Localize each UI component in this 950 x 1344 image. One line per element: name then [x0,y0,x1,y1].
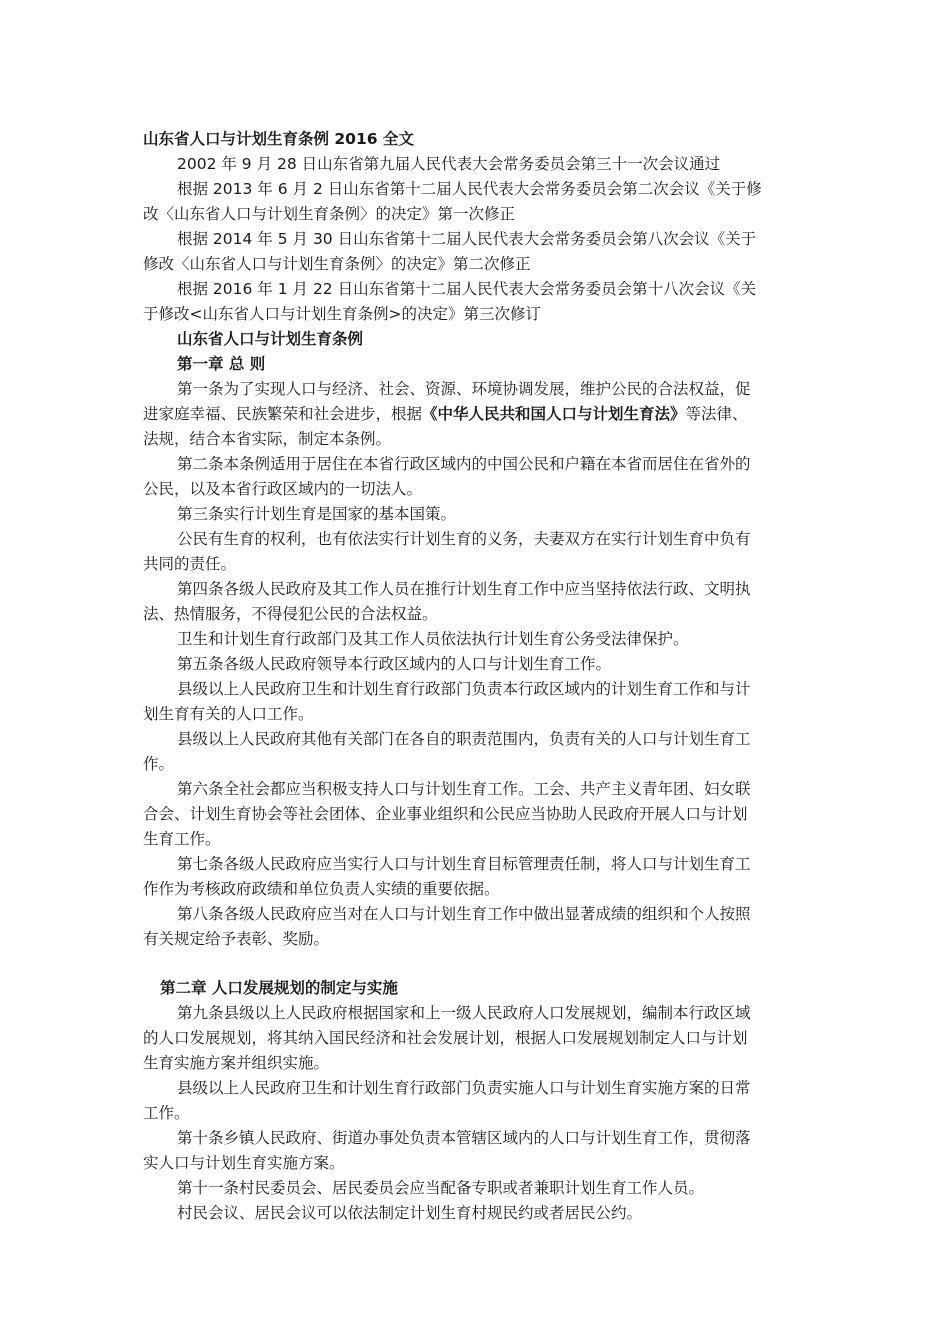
article-line: 第五条各级人民政府领导本行政区域内的人口与计划生育工作。 [177,655,612,673]
section-spacer [143,952,805,976]
article-line: 有关规定给予表彰、奖励。 [143,930,330,948]
article-line: 第九条县级以上人民政府根据国家和上一级人民政府人口发展规划，编制本行政区域 [177,1004,751,1022]
history-line: 修改〈山东省人口与计划生育条例〉的决定》第二次修正 [143,255,531,273]
article-line: 县级以上人民政府卫生和计划生育行政部门负责本行政区域内的计划生育工作和与计 [177,680,751,698]
article-line: 第十条乡镇人民政府、街道办事处负责本管辖区域内的人口与计划生育工作，贯彻落 [177,1129,751,1147]
chapter-2-articles [143,1001,805,1226]
article-line: 第十一条村民委员会、居民委员会应当配备专职或者兼职计划生育工作人员。 [177,1179,705,1197]
article-line: 法规，结合本省实际，制定本条例。 [143,430,392,448]
article-line: 作作为考核政府政绩和单位负责人实绩的重要依据。 [143,880,500,898]
article-line: 第一条为了实现人口与经济、社会、资源、环境协调发展，维护公民的合法权益，促 [177,380,751,398]
article-line: 合会、计划生育协会等社会团体、企业事业组织和公民应当协助人民政府开展人口与计划 [143,805,748,823]
article-line: 第七条各级人民政府应当实行人口与计划生育目标管理责任制，将人口与计划生育工 [177,855,751,873]
article-line: 实人口与计划生育实施方案。 [143,1154,345,1172]
chapter-1-articles [143,452,805,952]
history-line: 根据 2016 年 1 月 22 日山东省第十二届人民代表大会常务委员会第十八次会议《关 [177,280,757,298]
chapter-heading: 第一章 总 则 [177,355,266,373]
article-line: 第四条各级人民政府及其工作人员在推行计划生育工作中应当坚持依法行政、文明执 [177,580,751,598]
history-line: 根据 2013 年 6 月 2 日山东省第十二届人民代表大会常务委员会第二次会议《关于修 [177,180,762,198]
document-title: 山东省人口与计划生育条例 2016 全文 [143,130,414,148]
article-line: 共同的责任。 [143,555,237,573]
law-reference: 《中华人民共和国人口与计划生育法》 [422,405,686,423]
law-name: 山东省人口与计划生育条例 [177,330,364,348]
article-line: 县级以上人民政府其他有关部门在各自的职责范围内，负责有关的人口与计划生育工 [177,730,751,748]
history-line: 于修改<山东省人口与计划生育条例>的决定》第三次修订 [143,305,541,323]
article-line: 第六条全社会都应当积极支持人口与计划生育工作。工会、共产主义青年团、妇女联 [177,780,751,798]
article-text: 进家庭幸福、民族繁荣和社会进步，根据 [143,405,423,423]
article-line: 公民有生育的权利，也有依法实行计划生育的义务，夫妻双方在实行计划生育中负有 [177,530,751,548]
article-line: 第八条各级人民政府应当对在人口与计划生育工作中做出显著成绩的组织和个人按照 [177,905,751,923]
article-line: 卫生和计划生育行政部门及其工作人员依法执行计划生育公务受法律保护。 [177,630,689,648]
article-line: 作。 [143,755,175,773]
history-line: 改〈山东省人口与计划生育条例〉的决定》第一次修正 [143,205,516,223]
article-text: 等法律、 [685,405,748,423]
article-line: 划生育有关的人口工作。 [143,705,314,723]
history-line: 根据 2014 年 5 月 30 日山东省第十二届人民代表大会常务委员会第八次会议《关于 [177,230,757,248]
article-line: 村民会议、居民会议可以依法制定计划生育村规民约或者居民公约。 [177,1204,643,1222]
article-line: 公民，以及本省行政区域内的一切法人。 [143,480,423,498]
article-line: 生育工作。 [143,830,221,848]
article-line [143,402,805,427]
chapter-heading: 第二章 人口发展规划的制定与实施 [160,979,398,997]
article-line: 第二条本条例适用于居住在本省行政区域内的中国公民和户籍在本省而居住在省外的 [177,455,751,473]
history-line: 2002 年 9 月 28 日山东省第九届人民代表大会常务委员会第三十一次会议通过 [177,155,721,173]
article-line: 第三条实行计划生育是国家的基本国策。 [177,505,457,523]
article-line: 生育实施方案并组织实施。 [143,1054,330,1072]
document-body [143,127,805,1226]
article-line: 工作。 [143,1104,190,1122]
article-line: 县级以上人民政府卫生和计划生育行政部门负责实施人口与计划生育实施方案的日常 [177,1079,751,1097]
article-line: 的人口发展规划，将其纳入国民经济和社会发展计划，根据人口发展规划制定人口与计划 [143,1029,748,1047]
article-line: 法、热情服务，不得侵犯公民的合法权益。 [143,605,438,623]
